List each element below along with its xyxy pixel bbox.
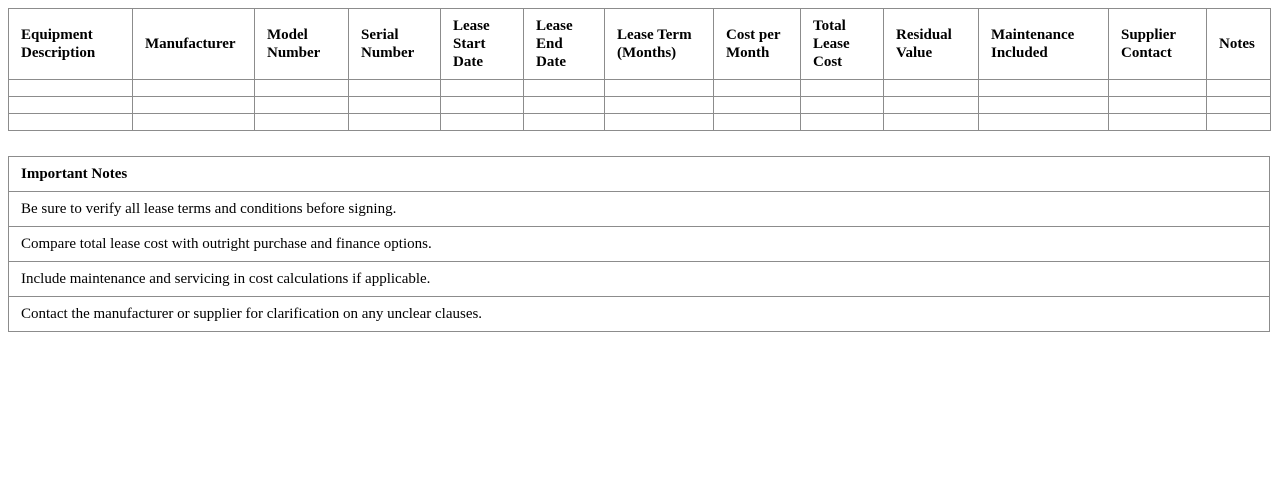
table-cell[interactable] [979, 97, 1109, 114]
table-cell[interactable] [801, 114, 884, 131]
table-cell[interactable] [801, 97, 884, 114]
table-cell[interactable] [801, 80, 884, 97]
table-cell[interactable] [441, 97, 524, 114]
important-notes-table [8, 156, 1270, 332]
table-header-row [9, 9, 1271, 80]
note-item: Include maintenance and servicing in cost calculations if applicable. [9, 262, 1270, 297]
notes-header-row [9, 157, 1270, 192]
table-cell[interactable] [884, 80, 979, 97]
header-residual-value: Residual Value [884, 9, 979, 80]
note-row [9, 192, 1270, 227]
table-cell[interactable] [349, 97, 441, 114]
note-row [9, 227, 1270, 262]
header-manufacturer: Manufacturer [133, 9, 255, 80]
table-cell[interactable] [714, 97, 801, 114]
table-cell[interactable] [133, 80, 255, 97]
table-cell[interactable] [9, 80, 133, 97]
note-item: Be sure to verify all lease terms and conditions before signing. [9, 192, 1270, 227]
table-cell[interactable] [524, 80, 605, 97]
equipment-lease-table [8, 8, 1271, 131]
header-lease-term-months: Lease Term (Months) [605, 9, 714, 80]
table-cell[interactable] [133, 97, 255, 114]
table-row [9, 114, 1271, 131]
table-row [9, 97, 1271, 114]
table-row [9, 80, 1271, 97]
note-item: Contact the manufacturer or supplier for clarification on any unclear clauses. [9, 297, 1270, 332]
table-cell[interactable] [9, 97, 133, 114]
table-cell[interactable] [255, 97, 349, 114]
header-equipment-description: Equipment Description [9, 9, 133, 80]
note-row [9, 297, 1270, 332]
table-cell[interactable] [9, 114, 133, 131]
table-cell[interactable] [979, 80, 1109, 97]
header-cost-per-month: Cost per Month [714, 9, 801, 80]
table-cell[interactable] [524, 114, 605, 131]
table-cell[interactable] [605, 114, 714, 131]
header-total-lease-cost: Total Lease Cost [801, 9, 884, 80]
note-row [9, 262, 1270, 297]
table-cell[interactable] [884, 97, 979, 114]
table-cell[interactable] [1109, 97, 1207, 114]
header-lease-end-date: Lease End Date [524, 9, 605, 80]
header-supplier-contact: Supplier Contact [1109, 9, 1207, 80]
page-content [8, 8, 1270, 332]
table-cell[interactable] [1109, 80, 1207, 97]
table-cell[interactable] [349, 80, 441, 97]
note-item: Compare total lease cost with outright purchase and finance options. [9, 227, 1270, 262]
table-cell[interactable] [979, 114, 1109, 131]
table-cell[interactable] [884, 114, 979, 131]
header-notes: Notes [1207, 9, 1271, 80]
table-cell[interactable] [255, 80, 349, 97]
table-cell[interactable] [255, 114, 349, 131]
table-cell[interactable] [1207, 97, 1271, 114]
table-cell[interactable] [605, 97, 714, 114]
header-maintenance-included: Maintenance Included [979, 9, 1109, 80]
table-cell[interactable] [605, 80, 714, 97]
table-cell[interactable] [1109, 114, 1207, 131]
header-serial-number: Serial Number [349, 9, 441, 80]
table-cell[interactable] [714, 80, 801, 97]
notes-title: Important Notes [9, 157, 1270, 192]
header-lease-start-date: Lease Start Date [441, 9, 524, 80]
table-cell[interactable] [441, 80, 524, 97]
table-cell[interactable] [1207, 114, 1271, 131]
header-model-number: Model Number [255, 9, 349, 80]
table-cell[interactable] [1207, 80, 1271, 97]
table-cell[interactable] [524, 97, 605, 114]
table-cell[interactable] [349, 114, 441, 131]
table-cell[interactable] [714, 114, 801, 131]
table-cell[interactable] [133, 114, 255, 131]
table-cell[interactable] [441, 114, 524, 131]
